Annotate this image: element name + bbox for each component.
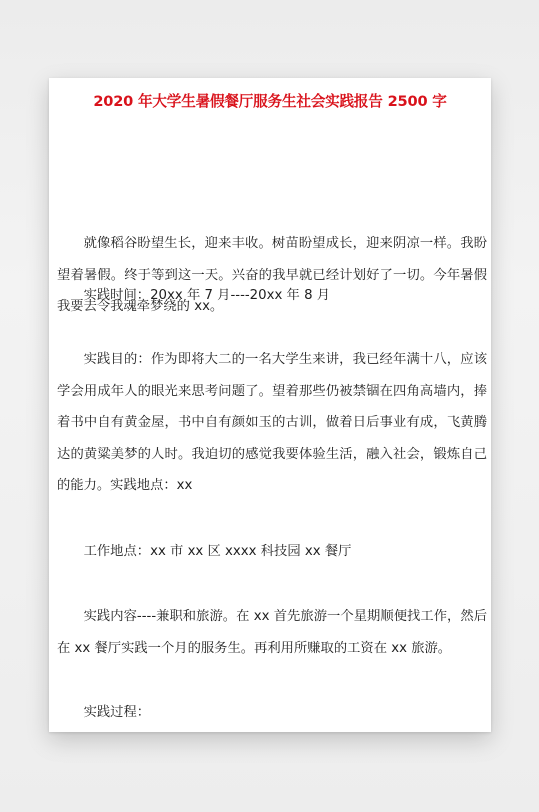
paragraph-practice-purpose: 实践目的：作为即将大二的一名大学生来讲，我已经年满十八，应该学会用成年人的眼光来思考问题了。望着那些仍被禁锢在四角高墙内，捧着书中自有黄金屋，书中自有颜如玉的古训，做着日后事业有成，飞黄腾达的黄粱美梦的人时。我迫切的感觉我要体验生活，融入社会，锻炼自己的能力。实践地点：xx bbox=[57, 352, 487, 493]
document-title: 2020 年大学生暑假餐厅服务生社会实践报告 2500 字 bbox=[93, 93, 447, 110]
paragraph-practice-process: 实践过程： bbox=[83, 705, 151, 720]
paragraph-practice-time: 实践时间：20xx 年 7 月----20xx 年 8 月 bbox=[83, 288, 331, 303]
paragraph-work-location: 工作地点：xx 市 xx 区 xxxx 科技园 xx 餐厅 bbox=[83, 544, 352, 559]
paragraph-practice-content: 实践内容----兼职和旅游。在 xx 首先旅游一个星期顺便找工作，然后在 xx 餐厅实践一个月的服务生。再利用所赚取的工资在 xx 旅游。 bbox=[57, 609, 487, 656]
document-page bbox=[49, 78, 491, 732]
paragraph-intro: 就像稻谷盼望生长，迎来丰收。树苗盼望成长，迎来阴凉一样。我盼望着暑假。终于等到这一天。兴奋的我早就已经计划好了一切。今年暑假我要去令我魂牵梦绕的 xx。 bbox=[57, 236, 487, 314]
